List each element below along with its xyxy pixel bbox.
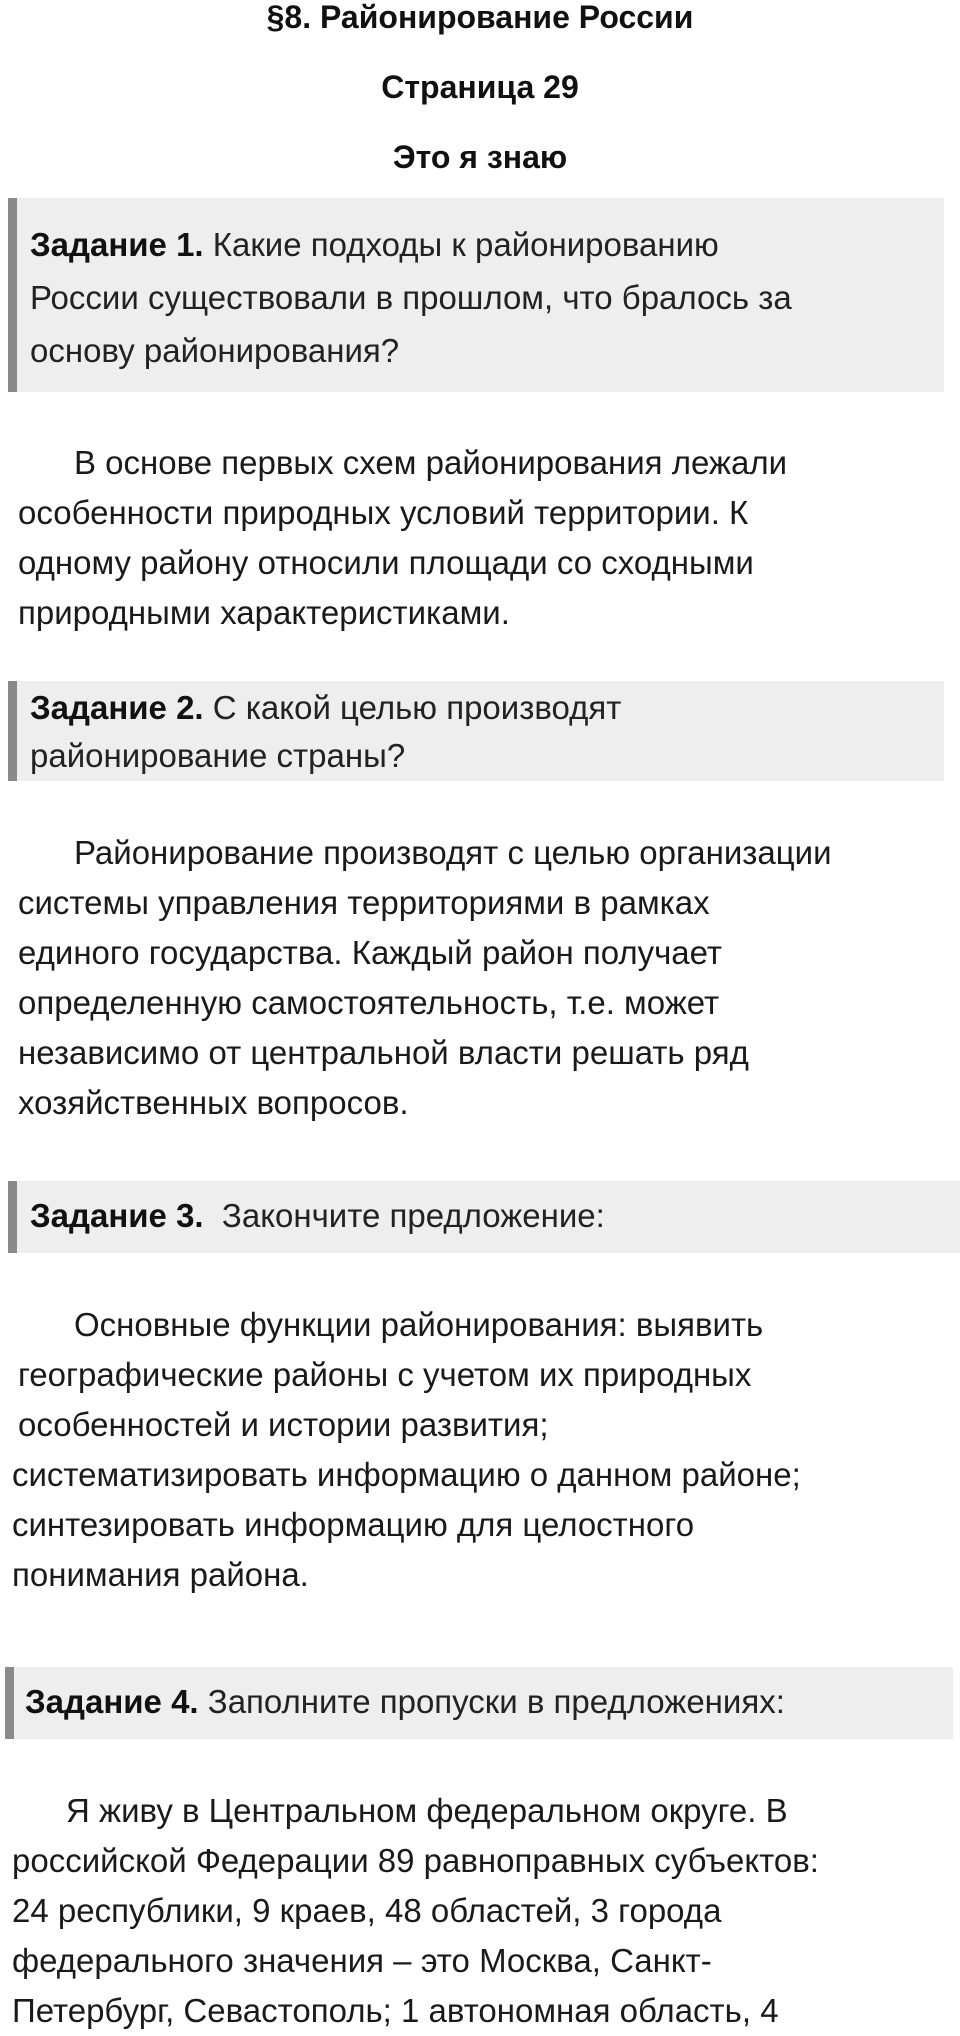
task-4-answer-line: 24 республики, 9 краев, 48 областей, 3 города xyxy=(12,1892,722,1929)
task-1-answer-line: одному району относили площади со сходными xyxy=(18,544,754,581)
task-3-answer xyxy=(12,1300,942,1600)
task-2-question-text-1: С какой целью производят xyxy=(212,689,622,726)
task-3-answer-line: систематизировать информацию о данном районе; xyxy=(12,1456,801,1493)
task-2-answer-line: определенную самостоятельность, т.е. может xyxy=(18,984,720,1021)
page-label: Страница 29 xyxy=(381,69,579,105)
task-4-answer-line: Я живу в Центральном федеральном округе. В xyxy=(66,1792,788,1829)
task-4-box xyxy=(5,1667,953,1739)
task-3-answer-line: географические районы с учетом их природных xyxy=(18,1356,752,1393)
task-4-answer xyxy=(12,1786,952,2036)
task-1-box xyxy=(8,198,944,392)
task-2-answer-line: Районирование производят с целью организации xyxy=(74,834,832,871)
task-4-label: Задание 4. xyxy=(25,1683,199,1720)
task-2-box xyxy=(8,681,944,781)
task-4-answer-line: федерального значения – это Москва, Санкт- xyxy=(12,1942,712,1979)
task-3-answer-line: особенностей и истории развития; xyxy=(18,1406,549,1443)
task-2-answer xyxy=(18,828,948,1128)
task-1-answer xyxy=(18,438,948,638)
task-2-answer-line: единого государства. Каждый район получает xyxy=(18,934,723,971)
task-4-answer-line: российской Федерации 89 равноправных субъектов: xyxy=(12,1842,819,1879)
task-2-answer-line: системы управления территориями в рамках xyxy=(18,884,710,921)
task-4-answer-line: Петербург, Севастополь; 1 автономная область, 4 xyxy=(12,1992,779,2029)
task-3-box xyxy=(8,1181,960,1253)
section-title: §8. Районирование России xyxy=(266,0,694,35)
task-3-question-text-1: Закончите предложение: xyxy=(212,1197,605,1234)
task-3-label: Задание 3. xyxy=(30,1197,204,1234)
task-2-answer-line: хозяйственных вопросов. xyxy=(18,1084,409,1121)
task-3-question-line-1 xyxy=(30,1190,960,1242)
task-4-question-text-1: Заполните пропуски в предложениях: xyxy=(207,1683,785,1720)
task-1-label: Задание 1. xyxy=(30,226,204,263)
task-1-answer-line: особенности природных условий территории. К xyxy=(18,494,749,531)
task-2-question-line-1 xyxy=(30,684,944,732)
task-4-question-line-1 xyxy=(25,1676,953,1728)
task-3-answer-line: синтезировать информацию для целостного xyxy=(12,1506,695,1543)
task-2-label: Задание 2. xyxy=(30,689,204,726)
task-3-answer-line: Основные функции районирования: выявить xyxy=(74,1306,764,1343)
task-1-question-line-2: России существовали в прошлом, что бралось за xyxy=(30,279,792,316)
task-1-answer-line: природными характеристиками. xyxy=(18,594,510,631)
task-1-question-line-3: основу районирования? xyxy=(30,332,400,369)
task-2-answer-line: независимо от центральной власти решать ряд xyxy=(18,1034,749,1071)
section-subtitle: Это я знаю xyxy=(392,139,568,175)
task-3-answer-line: понимания района. xyxy=(12,1556,309,1593)
task-1-question-text-1: Какие подходы к районированию xyxy=(212,226,719,263)
task-2-question-line-2: районирование страны? xyxy=(30,737,406,774)
task-1-answer-line: В основе первых схем районирования лежали xyxy=(74,444,788,481)
task-1-question-line-1 xyxy=(30,218,944,271)
